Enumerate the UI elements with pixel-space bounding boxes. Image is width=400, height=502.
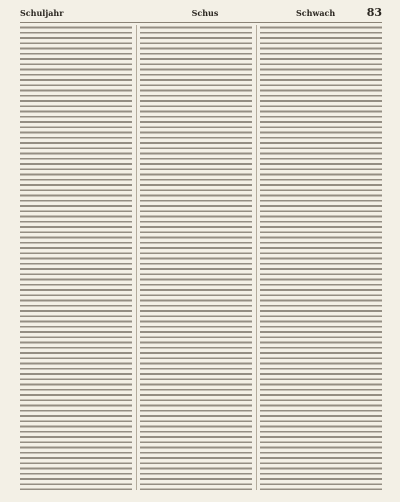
header-first-entry-word: Schuljahr — [20, 8, 64, 18]
header-last-entry-word: Schwach — [296, 8, 336, 18]
column-divider — [136, 25, 137, 490]
column-text-lines — [20, 25, 132, 490]
column-text-lines — [260, 25, 382, 490]
header-center-word: Schus — [191, 8, 219, 18]
text-column-middle — [140, 25, 252, 490]
text-column-left — [20, 25, 132, 490]
page-number: 83 — [366, 6, 382, 19]
header-divider — [20, 22, 382, 23]
text-column-right — [260, 25, 382, 490]
column-divider — [256, 25, 257, 490]
column-text-lines — [140, 25, 252, 490]
running-header — [20, 6, 382, 20]
